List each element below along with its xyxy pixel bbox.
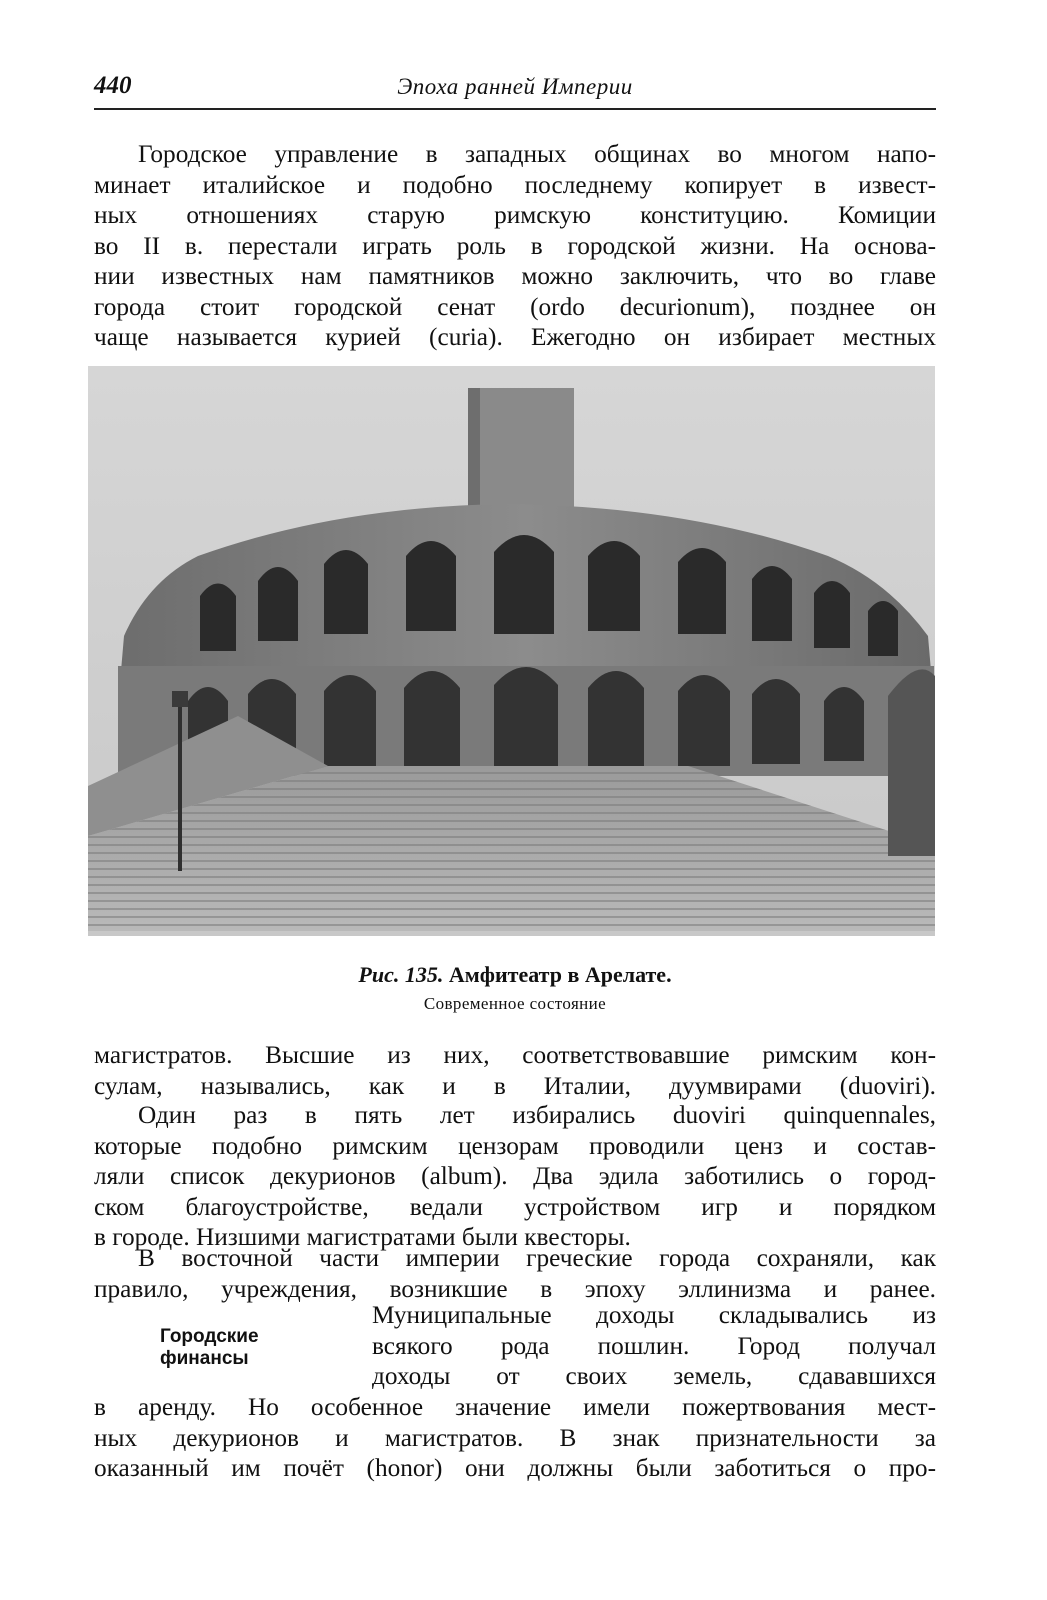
text-line: Один раз в пять лет избирались duoviri quinquennales,: [138, 1101, 936, 1129]
text-line: сулам, назывались, как и в Италии, дуумвирами (duoviri).: [94, 1071, 936, 1100]
margin-heading-line: финансы: [160, 1348, 249, 1369]
text-line: магистратов. Высшие из них, соответствовавшие римским кон-: [94, 1041, 936, 1069]
text-line: ском благоустройстве, ведали устройством игр и порядком: [94, 1192, 936, 1221]
figure-title: Амфитеатр в Арелате.: [448, 962, 672, 987]
figure-subcaption: Современное состояние: [423, 994, 607, 1013]
text-line: нии известных нам памятников можно заключить, что во главе: [94, 262, 936, 290]
header-rule: [94, 108, 936, 110]
paragraph-5: [94, 1392, 936, 1484]
paragraph-5-wrapped: [372, 1300, 936, 1392]
text-line: Муниципальные доходы складывались из: [372, 1301, 936, 1329]
paragraph-1: [94, 139, 936, 353]
text-line: Городское управление в западных общинах во многом напо-: [138, 140, 936, 168]
amphitheatre-photo: [88, 366, 935, 936]
text-line: города стоит городской сенат (ordo decurionum), позднее он: [94, 292, 936, 321]
text-line: доходы от своих земель, сдававшихся: [372, 1362, 936, 1390]
margin-heading: [160, 1326, 320, 1370]
text-line: в аренду. Но особенное значение имели пожертвования мест-: [94, 1393, 936, 1421]
text-line: которые подобно римским цензорам проводили ценз и состав-: [94, 1131, 936, 1160]
text-line: ляли список декурионов (album). Два эдила заботились о город-: [94, 1162, 936, 1190]
margin-heading-line: Городские: [160, 1326, 259, 1347]
text-line: всякого рода пошлин. Город получал: [372, 1331, 936, 1360]
page-header: [94, 72, 936, 110]
text-line: минает италийское и подобно последнему копирует в извест-: [94, 170, 936, 199]
paragraph-4: [94, 1243, 936, 1304]
page-number: 440: [94, 72, 132, 99]
paragraph-3: [94, 1100, 936, 1253]
figure-caption: [94, 962, 936, 988]
text-line: во II в. перестали играть роль в городской жизни. На основа-: [94, 231, 936, 260]
text-line: правило, учреждения, возникшие в эпоху эллинизма и ранее.: [94, 1274, 936, 1303]
text-line: оказанный им почёт (honor) они должны были заботиться о про-: [94, 1454, 936, 1482]
text-line: ных декурионов и магистратов. В знак признательности за: [94, 1423, 936, 1452]
running-head: Эпоха ранней Империи: [397, 74, 633, 99]
figure-label: Рис. 135.: [358, 962, 444, 987]
text-line: в городе. Низшими магистратами были квесторы.: [94, 1223, 631, 1251]
text-line: В восточной части империи греческие города сохраняли, как: [138, 1244, 936, 1272]
text-line: чаще называется курией (curia). Ежегодно он избирает местных: [94, 323, 936, 351]
text-line: ных отношениях старую римскую конституцию. Комиции: [94, 201, 936, 229]
paragraph-2: [94, 1040, 936, 1101]
